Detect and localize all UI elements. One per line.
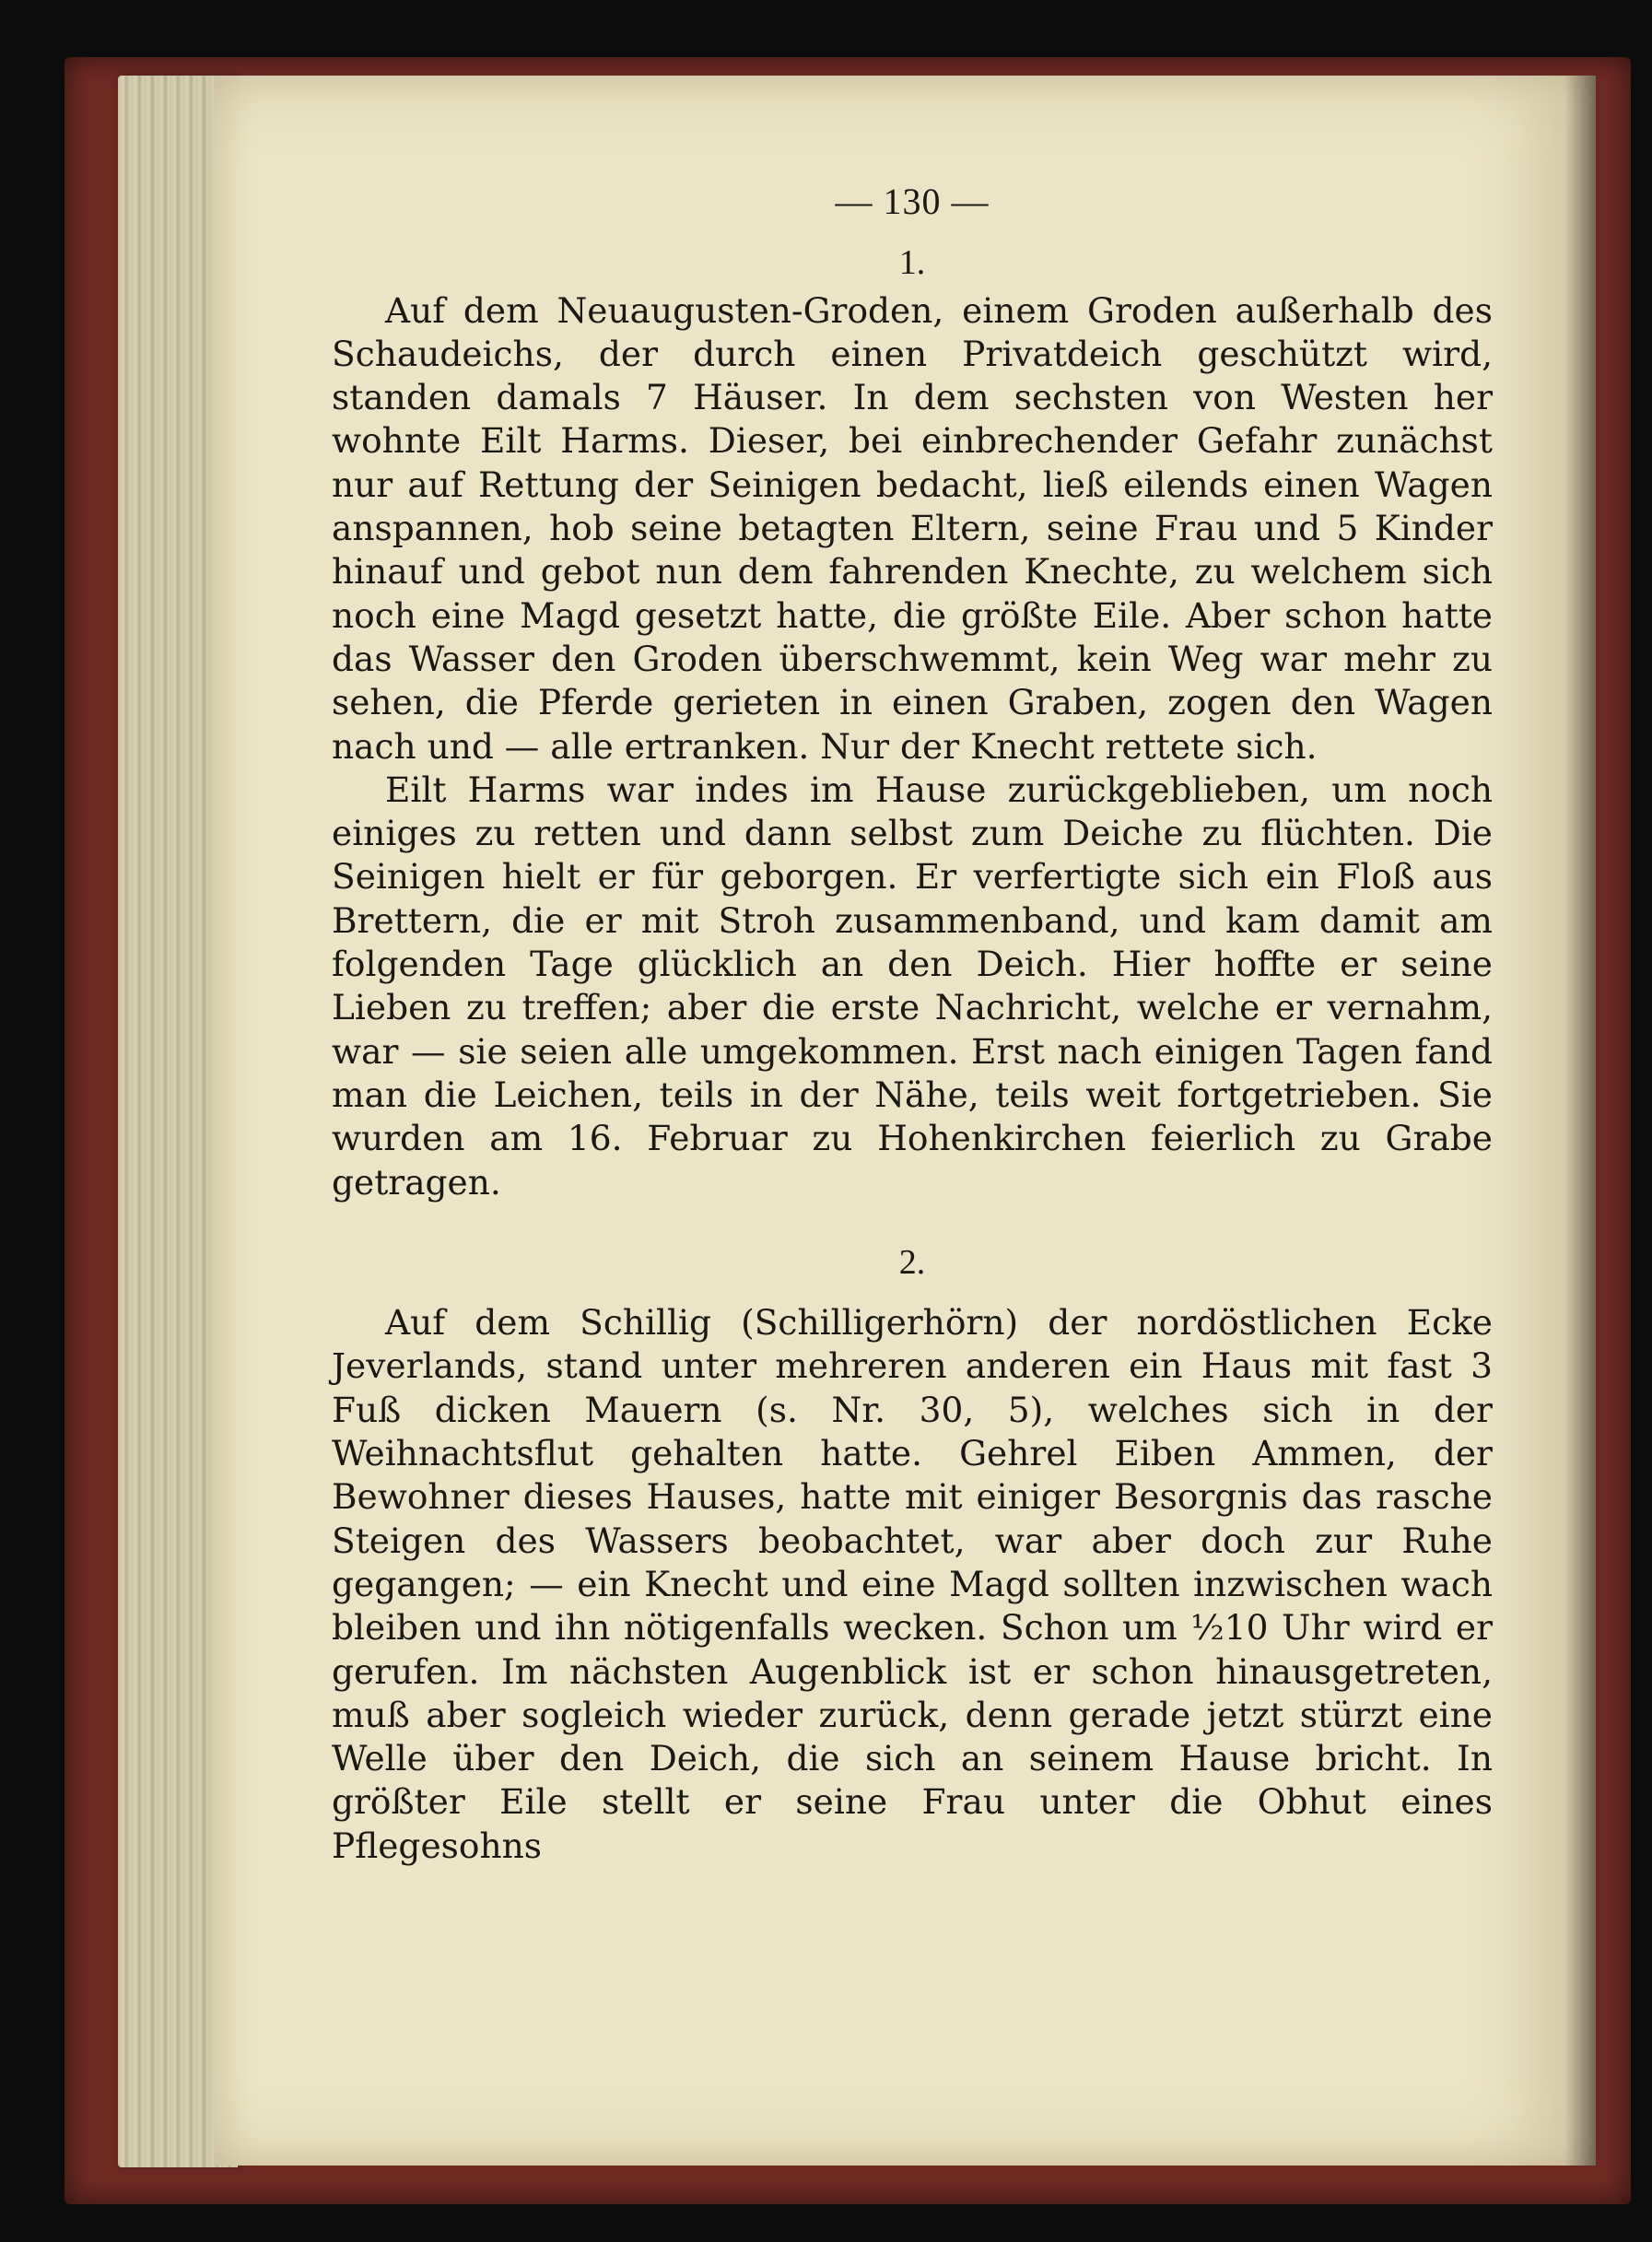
section-number: 1.	[898, 243, 926, 283]
paragraph: Auf dem Schillig (Schilligerhörn) der nordöstlichen Ecke Jeverlands, stand unter mehreren anderen ein Haus mit fast 3 Fuß dicken Mauern (s. Nr. 30, 5), welches sich in der Weihnachtsflut gehalten hatte. Gehrel Eiben Ammen, der Bewohner dieses Hauses, hatte mit einiger Besorgnis das rasche Steigen des Wassers beobachtet, war aber doch zur Ruhe gegangen; — ein Knecht und eine Magd sollten inzwischen wach bleiben und ihn nötigenfalls wecken. Schon um ½10 Uhr wird er gerufen. Im nächsten Augenblick ist er schon hinausgetreten, muß aber sogleich wieder zurück, denn gerade jetzt stürzt eine Welle über den Deich, die sich an seinem Hause bricht. In größter Eile stellt er seine Frau unter die Obhut eines Pflegesohns	[332, 1302, 1493, 1866]
page-number: — 130 —	[835, 181, 990, 222]
paragraph: Eilt Harms war indes im Hause zurückgeblieben, um noch einiges zu retten und dann selbst zum Deiche zu flüchten. Die Seinigen hielt er für geborgen. Er verfertigte sich ein Floß aus Brettern, die er mit Stroh zusammenband, und kam damit am folgenden Tage glücklich an den Deich. Hier hoffte er seine Lieben zu treffen; aber die erste Nachricht, welche er vernahm, war — sie seien alle umgekommen. Erst nach einigen Tagen fand man die Leichen, teils in der Nähe, teils weit fortgetrieben. Sie wurden am 16. Februar zu Hohenkirchen feierlich zu Grabe getragen.	[332, 769, 1493, 1203]
page-gutter-shadow	[1564, 76, 1596, 2166]
paragraph: Auf dem Neuaugusten-Groden, einem Groden außerhalb des Schaudeichs, der durch einen Privatdeich geschützt wird, standen damals 7 Häuser. In dem sechsten von Westen her wohnte Eilt Harms. Dieser, bei einbrechender Gefahr zunächst nur auf Rettung der Seinigen bedacht, ließ eilends einen Wagen anspannen, hob seine betagten Eltern, seine Frau und 5 Kinder hinauf und gebot nun dem fahrenden Knechte, zu welchem sich noch eine Magd gesetzt hatte, die größte Eile. Aber schon hatte das Wasser den Groden überschwemmt, kein Weg war mehr zu sehen, die Pferde gerieten in einen Graben, zogen den Wagen nach und — alle ertranken. Nur der Knecht rettete sich.	[332, 289, 1493, 767]
section-number: 2.	[898, 1242, 926, 1282]
page-text	[332, 180, 1493, 1868]
